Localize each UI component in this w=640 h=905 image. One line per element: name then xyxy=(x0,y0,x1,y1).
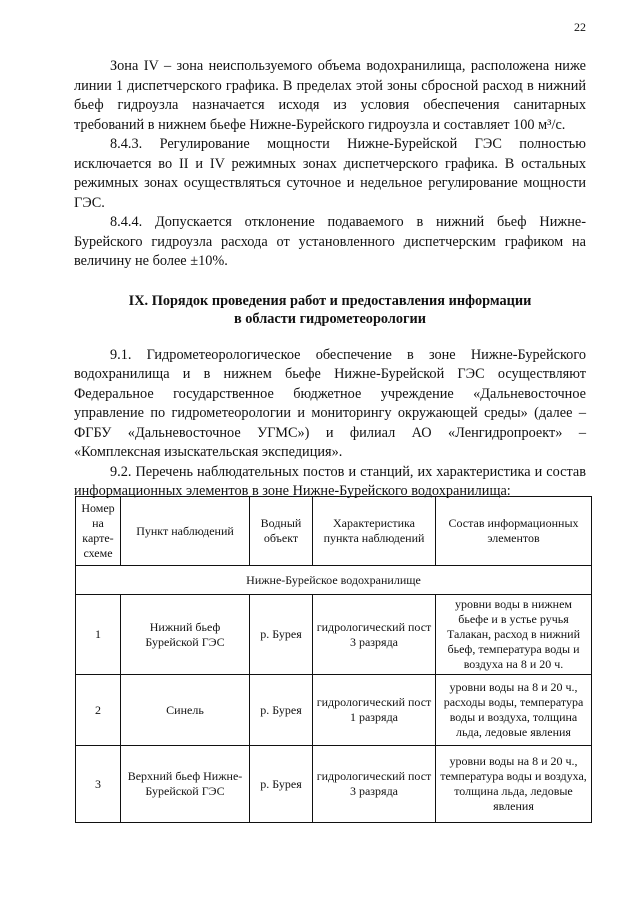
stations-table xyxy=(75,496,592,823)
document-body xyxy=(74,57,586,502)
table-row xyxy=(76,746,592,823)
cell-number: 3 xyxy=(76,746,121,823)
paragraph-8-4-3: 8.4.3. Регулирование мощности Нижне-Бурейской ГЭС полностью исключается во II и IV режимных зонах диспетчерского графика. В остальных режимных зонах осуществляться суточное и недельное регулирование мощности ГЭС. xyxy=(74,136,586,211)
table-row xyxy=(76,675,592,746)
paragraph-9-2: 9.2. Перечень наблюдательных постов и станций, их характеристика и состав информационных элементов в зоне Нижне-Бурейского водохранилища: xyxy=(74,463,586,499)
table-section-row xyxy=(76,566,592,595)
page-number: 22 xyxy=(574,20,586,34)
paragraph-zone-iv: Зона IV – зона неиспользуемого объема водохранилища, расположена ниже линии 1 диспетчерского графика. В пределах этой зоны сбросной расход в нижний бьеф гидроузла назначается исходя из условия обеспечения санитарных требований в нижнем бьефе Нижне-Бурейского гидроузла и составляет 100 м³/с. xyxy=(74,58,586,133)
section-title: Нижне-Бурейское водохранилище xyxy=(76,566,592,595)
cell-point: Нижний бьеф Бурейской ГЭС xyxy=(121,595,250,675)
heading-line-1: IX. Порядок проведения работ и предоставления информации xyxy=(128,292,532,309)
section-heading xyxy=(74,292,586,328)
paragraph-9-1: 9.1. Гидрометеорологическое обеспечение в зоне Нижне-Бурейского водохранилища и в нижнем бьефе Нижне-Бурейской ГЭС осуществляют Федеральное государственное бюджетное учреждение «Дальневосточное управление по гидрометеорологии и мониторингу окружающей среды» (далее – ФГБУ «Дальневосточное УГМС») и филиал АО «Ленгидропроект» – «Комплексная изыскательская экспедиция». xyxy=(74,346,586,460)
cell-elements: уровни воды на 8 и 20 ч., температура воды и воздуха, толщина льда, ледовые явления xyxy=(436,746,592,823)
cell-elements: уровни воды в нижнем бьефе и в устье ручья Талакан, расход в нижний бьеф, температура воды и воздуха на 8 и 20 ч. xyxy=(436,595,592,675)
header-characteristic: Характеристика пункта наблюдений xyxy=(313,497,436,566)
table-header-row xyxy=(76,497,592,566)
cell-point: Верхний бьеф Нижне-Бурейской ГЭС xyxy=(121,746,250,823)
cell-water-body: р. Бурея xyxy=(250,595,313,675)
cell-number: 1 xyxy=(76,595,121,675)
cell-elements: уровни воды на 8 и 20 ч., расходы воды, температура воды и воздуха, толщина льда, ледовые явления xyxy=(436,675,592,746)
header-elements: Состав информационных элементов xyxy=(436,497,592,566)
cell-point: Синель xyxy=(121,675,250,746)
header-point: Пункт наблюдений xyxy=(121,497,250,566)
header-number: Номер на карте-схеме xyxy=(76,497,121,566)
paragraph-8-4-4: 8.4.4. Допускается отклонение подаваемого в нижний бьеф Нижне-Бурейского гидроузла расхода от установленного диспетчерским графиком на величину не более ±10%. xyxy=(74,214,586,269)
cell-characteristic: гидрологический пост 3 разряда xyxy=(313,746,436,823)
header-water-body: Водный объект xyxy=(250,497,313,566)
cell-water-body: р. Бурея xyxy=(250,675,313,746)
cell-characteristic: гидрологический пост 1 разряда xyxy=(313,675,436,746)
table-row xyxy=(76,595,592,675)
cell-number: 2 xyxy=(76,675,121,746)
heading-line-2: в области гидрометеорологии xyxy=(233,310,427,327)
cell-characteristic: гидрологический пост 3 разряда xyxy=(313,595,436,675)
cell-water-body: р. Бурея xyxy=(250,746,313,823)
